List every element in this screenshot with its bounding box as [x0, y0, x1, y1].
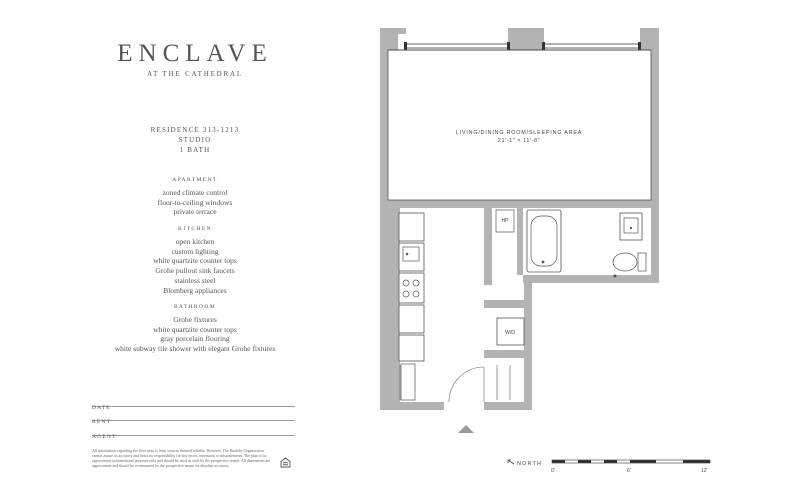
- feature-item: gray porcelain flooring: [160, 334, 230, 344]
- feature-item: white subway tile shower with elegant Grohe fixtures: [114, 344, 276, 354]
- residence-number: RESIDENCE 313-1213: [150, 126, 240, 134]
- feature-item: custom lighting: [171, 246, 219, 256]
- scale-0-label: 0': [551, 468, 555, 474]
- feature-item: Grohe pullout sink faucets: [155, 266, 235, 276]
- feature-item: Blomberg appliances: [163, 285, 227, 295]
- brand-name: ENCLAVE: [117, 40, 273, 67]
- disclaimer-text: All information regarding the floor plan is from sources deemed reliable. However, The Brodsky Organization cannot assure its accuracy and bears no responsibility for any errors, omissions or misstatements. The plan is for approximate informational purposes only and should be used as such by the prospective tenant. All dimensions are approximate and should be re-measured by the prospective tenant for absolute accuracy.: [92, 449, 271, 468]
- north-arrow-icon: [508, 460, 514, 464]
- living-area-label: LIVING/DINING ROOM/SLEEPING AREA: [455, 130, 583, 136]
- residence-baths: 1 BATH: [179, 146, 211, 154]
- scale-12-label: 12': [701, 468, 708, 474]
- section-header: BATHROOM: [173, 304, 217, 310]
- agent-label: AGENT: [92, 434, 117, 440]
- living-area-dims: 21'-1" × 11'-8": [497, 138, 541, 144]
- vanity-icon: [620, 213, 642, 240]
- wd-label: W/D: [505, 330, 515, 336]
- feature-item: white quartzite counter tops: [153, 256, 237, 266]
- scale-6-label: 6': [627, 468, 631, 474]
- feature-item: stainless steel: [174, 275, 216, 285]
- feature-item: private terrace: [173, 207, 217, 217]
- rent-label: RENT: [92, 419, 112, 425]
- feature-item: Grohe fixtures: [173, 314, 217, 324]
- feature-item: white quartzite counter tops: [153, 324, 237, 334]
- feature-item: zoned climate control: [162, 187, 228, 197]
- entry-door-icon: [449, 367, 484, 402]
- north-label: NORTH: [517, 461, 543, 467]
- hp-label: HP: [501, 218, 509, 224]
- section-header: APARTMENT: [172, 177, 218, 183]
- date-label: DATE: [92, 405, 111, 411]
- brand-subtitle: AT THE CATHEDRAL: [147, 70, 243, 78]
- residence-type: STUDIO: [178, 136, 212, 144]
- feature-item: floor-to-ceiling windows: [157, 197, 233, 207]
- feature-item: open kitchen: [175, 236, 215, 246]
- scale-bar: [552, 460, 710, 463]
- entry-arrow-icon: [458, 425, 474, 433]
- toilet-icon: [638, 253, 646, 271]
- section-header: KITCHEN: [178, 226, 212, 232]
